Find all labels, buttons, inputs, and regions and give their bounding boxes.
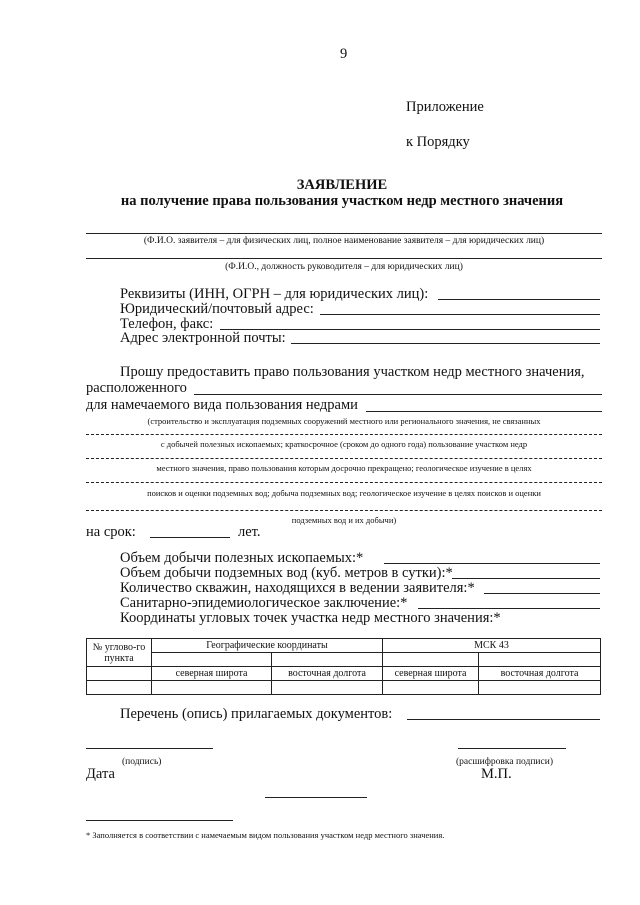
table-header-spacer [272, 653, 383, 667]
email-label: Адрес электронной почты: [120, 330, 286, 346]
coords-label: Координаты угловых точек участка недр местного значения:* [120, 610, 501, 626]
purpose-line-3[interactable] [86, 458, 602, 459]
purpose-caption-4: поисков и оценки подземных вод; добыча подземных вод; геологическое изучение в целях поисков и оценки [147, 488, 541, 498]
table-header-spacer [479, 653, 601, 667]
purpose-line-5[interactable] [86, 510, 602, 511]
term-line[interactable] [150, 537, 230, 538]
request-text: Прошу предоставить право пользования участком недр местного значения, [120, 364, 585, 380]
table-header-spacer [152, 653, 272, 667]
footnote: * Заполняется в соответствии с намечаемым видом пользования участком недр местного значения. [86, 830, 445, 840]
purpose-label: для намечаемого вида пользования недрами [86, 397, 358, 413]
term-label: на срок: [86, 524, 136, 540]
table-subheader-msk-east: восточная долгота [479, 667, 601, 681]
appendix-label: Приложение [406, 99, 484, 115]
purpose-line[interactable] [366, 411, 602, 412]
table-header-spacer [383, 653, 479, 667]
table-cell[interactable] [479, 681, 601, 695]
table-cell[interactable] [152, 681, 272, 695]
minerals-label: Объем добычи полезных ископаемых:* [120, 550, 364, 566]
email-line[interactable] [291, 343, 600, 344]
purpose-caption-2: с добычей полезных ископаемых; краткосрочное (сроком до одного года) пользование участком недр [160, 439, 528, 449]
wells-label: Количество скважин, находящихся в ведении заявителя:* [120, 580, 475, 596]
address-label: Юридический/почтовый адрес: [120, 301, 314, 317]
address-line[interactable] [320, 314, 600, 315]
head-caption: (Ф.И.О., должность руководителя – для юридических лиц) [225, 262, 463, 272]
table-subheader-msk-north: северная широта [383, 667, 479, 681]
requisites-label: Реквизиты (ИНН, ОГРН – для юридических лиц): [120, 286, 429, 302]
footnote-separator [86, 820, 233, 821]
purpose-line-4[interactable] [86, 482, 602, 483]
purpose-line-2[interactable] [86, 434, 602, 435]
appendix-reference: к Порядку [406, 134, 470, 150]
table-cell[interactable] [383, 681, 479, 695]
phone-label: Телефон, факс: [120, 316, 214, 332]
signature-line[interactable] [86, 748, 213, 749]
table-header-point: № углово-го пункта [87, 639, 152, 667]
table-subheader-geo-north: северная широта [152, 667, 272, 681]
water-label: Объем добычи подземных вод (куб. метров в сутки):* [120, 565, 453, 581]
sanitary-label: Санитарно-эпидемиологическое заключение:* [120, 595, 408, 611]
signature-decode-line[interactable] [458, 748, 566, 749]
wells-line[interactable] [484, 593, 600, 594]
date-label: Дата [86, 766, 115, 782]
head-name-line[interactable] [86, 258, 602, 259]
signature-caption: (подпись) [122, 757, 162, 767]
page-number: 9 [340, 46, 348, 62]
table-header-msk: МСК 43 [383, 639, 601, 653]
table-cell[interactable] [272, 681, 383, 695]
purpose-caption-3: местного значения, право пользования которым досрочно прекращено; геологическое изучение в целях [156, 463, 532, 473]
applicant-name-line[interactable] [86, 233, 602, 234]
stamp-label: М.П. [481, 766, 512, 782]
document-title: ЗАЯВЛЕНИЕ [296, 177, 388, 193]
table-subheader-geo-east: восточная долгота [272, 667, 383, 681]
purpose-caption-1: (строительство и эксплуатация подземных сооружений местного или регионального значения, не связанных [147, 416, 541, 426]
located-line[interactable] [194, 394, 602, 395]
water-line[interactable] [452, 578, 600, 579]
coordinates-table [86, 638, 601, 695]
requisites-line[interactable] [438, 299, 600, 300]
minerals-line[interactable] [384, 563, 600, 564]
table-row [87, 681, 601, 695]
purpose-caption-5: подземных вод и их добычи) [291, 515, 397, 525]
document-subtitle: на получение права пользования участком недр местного значения [120, 193, 564, 209]
sanitary-line[interactable] [418, 608, 600, 609]
signature-decode-caption: (расшифровка подписи) [456, 757, 553, 767]
located-label: расположенного [86, 380, 187, 396]
end-separator [265, 797, 367, 798]
table-cell[interactable] [87, 681, 152, 695]
applicant-caption: (Ф.И.О. заявителя – для физических лиц, полное наименование заявителя – для юридических лиц) [143, 236, 545, 246]
table-header-geo: Географические координаты [152, 639, 383, 653]
documents-label: Перечень (опись) прилагаемых документов: [120, 706, 393, 722]
table-cell[interactable] [87, 667, 152, 681]
documents-line[interactable] [407, 719, 600, 720]
term-unit: лет. [238, 524, 261, 540]
